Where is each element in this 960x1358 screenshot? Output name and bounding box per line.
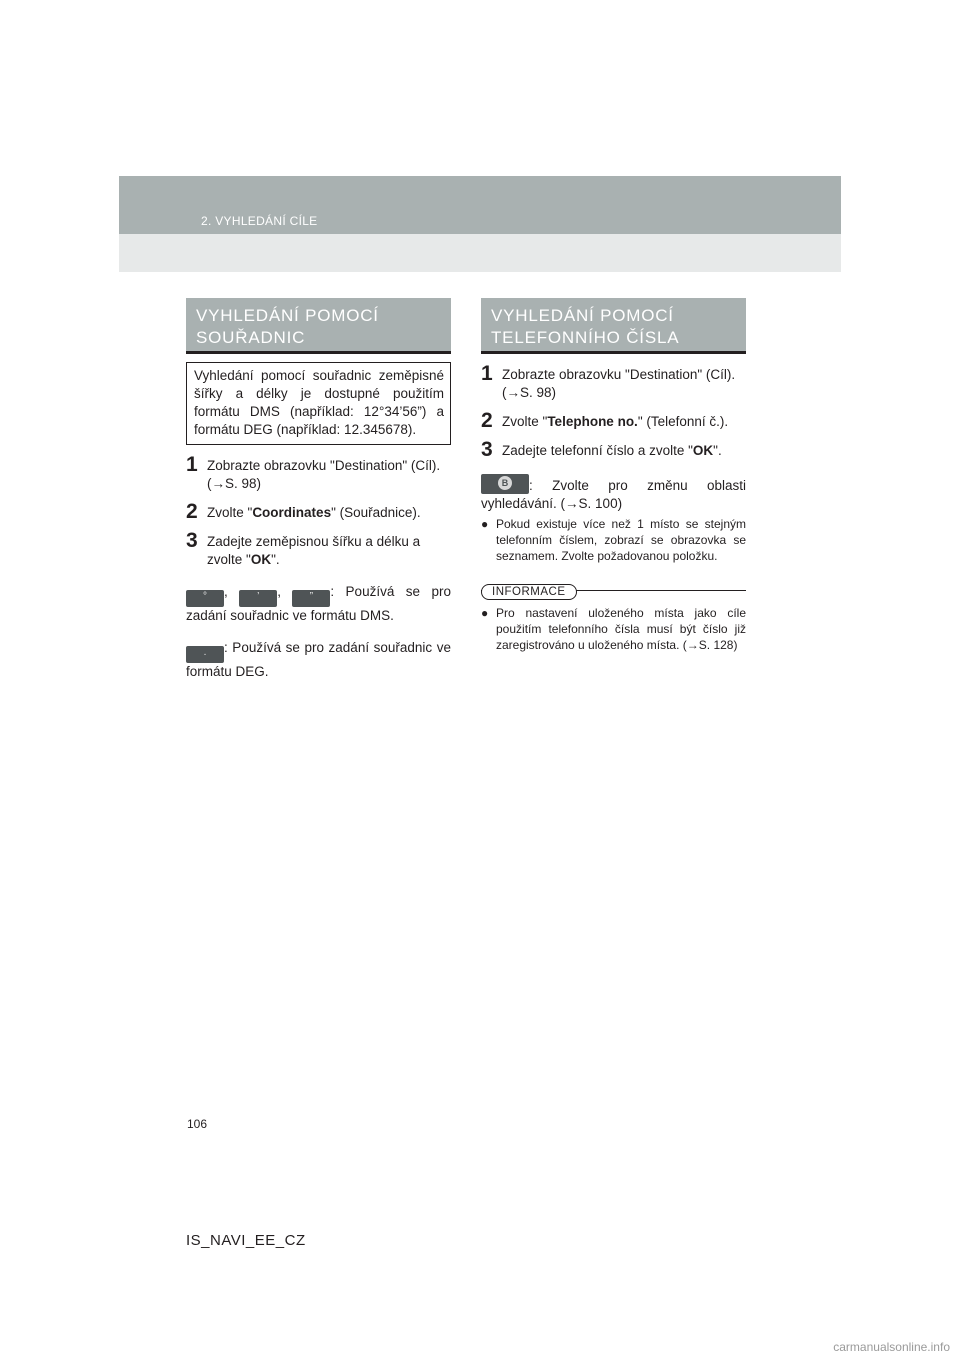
info-section — [481, 564, 746, 653]
step-number: 2 — [186, 500, 198, 523]
step-1 — [186, 453, 451, 493]
deg-description: : Používá se pro zadání souřadnic ve formátu DEG. — [186, 640, 451, 679]
area-button-paragraph — [481, 474, 746, 513]
document-code: IS_NAVI_EE_CZ — [186, 1232, 306, 1249]
section-title-line2: TELEFONNÍHO ČÍSLA — [491, 328, 680, 347]
step-text-pre: Zvolte " — [502, 414, 548, 429]
coordinates-note: Vyhledání pomocí souřadnic zeměpisné šířky a délky je dostupné použitím formátu DMS (například: 12°34’56”) a formátu DEG (například: 12.345678). — [186, 362, 451, 445]
step-number: 1 — [186, 453, 198, 476]
bullet-text: Pokud existuje více než 1 místo se stejným telefonním číslem, zobrazí se obrazovka se seznamem. Zvolte požadovanou položku. — [496, 517, 746, 563]
area-description: : Zvolte pro změnu oblasti vyhledávání. (→S. 100) — [481, 478, 746, 511]
step-text-post: " (Souřadnice). — [331, 505, 421, 520]
step-2 — [481, 409, 746, 432]
bullet-dot-icon: ● — [481, 517, 489, 531]
header-strip — [119, 176, 841, 234]
bullet-dot-icon: ● — [481, 606, 489, 620]
section-title-coordinates — [186, 298, 451, 354]
step-text: Zobrazte obrazovku "Destination" (Cíl). (→S. 98) — [207, 458, 441, 491]
bullet-item — [481, 516, 746, 564]
step-text-post: ". — [713, 443, 722, 458]
right-column — [481, 298, 746, 653]
info-bullet-item — [481, 605, 746, 653]
section-title-line2: SOUŘADNIC — [196, 328, 306, 347]
step-number: 2 — [481, 409, 493, 432]
info-label: INFORMACE — [481, 584, 577, 600]
step-text-post: " (Telefonní č.). — [637, 414, 729, 429]
step-text-post: ". — [271, 552, 280, 567]
section-title-telephone — [481, 298, 746, 354]
degree-button-icon: ° — [186, 590, 224, 607]
watermark: carmanualsonline.info — [833, 1340, 950, 1354]
step-text-pre: Zvolte " — [207, 505, 253, 520]
left-column — [186, 298, 451, 681]
step-number: 3 — [186, 529, 198, 552]
dot-button-icon: . — [186, 646, 224, 663]
step-3 — [481, 438, 746, 461]
step-text-bold: OK — [250, 552, 272, 567]
search-area-button-icon: B — [481, 474, 529, 494]
step-1 — [481, 362, 746, 402]
step-text-bold: OK — [692, 443, 714, 458]
chapter-title: 2. VYHLEDÁNÍ CÍLE — [201, 214, 318, 228]
step-2 — [186, 500, 451, 523]
step-number: 3 — [481, 438, 493, 461]
page-number: 106 — [187, 1117, 208, 1131]
section-title-line1: VYHLEDÁNÍ POMOCÍ — [196, 306, 379, 325]
step-text-bold: Telephone no. — [547, 414, 638, 429]
second-button-icon: ” — [292, 590, 330, 607]
step-text-bold: Coordinates — [252, 505, 332, 520]
step-text-pre: Zadejte telefonní číslo a zvolte " — [502, 443, 693, 458]
dms-buttons-paragraph: ° , ’ , ” : Používá se pro zadání souřadnic ve formátu DMS. — [186, 584, 451, 623]
dms-description: : Používá se pro zadání souřadnic ve formátu DMS. — [186, 584, 451, 623]
step-text: Zobrazte obrazovku "Destination" (Cíl). (→S. 98) — [502, 367, 736, 400]
info-bullet-text: Pro nastavení uloženého místa jako cíle použitím telefonního čísla musí být číslo již zaregistrováno u uloženého místa. (→S. 128) — [496, 606, 746, 652]
header-band — [119, 176, 841, 272]
section-title-line1: VYHLEDÁNÍ POMOCÍ — [491, 306, 674, 325]
step-text-pre: Zadejte zeměpisnou šířku a délku a zvolte " — [207, 534, 421, 567]
step-number: 1 — [481, 362, 493, 385]
minute-button-icon: ’ — [239, 590, 277, 607]
step-3 — [186, 529, 451, 569]
deg-button-paragraph — [186, 639, 451, 681]
